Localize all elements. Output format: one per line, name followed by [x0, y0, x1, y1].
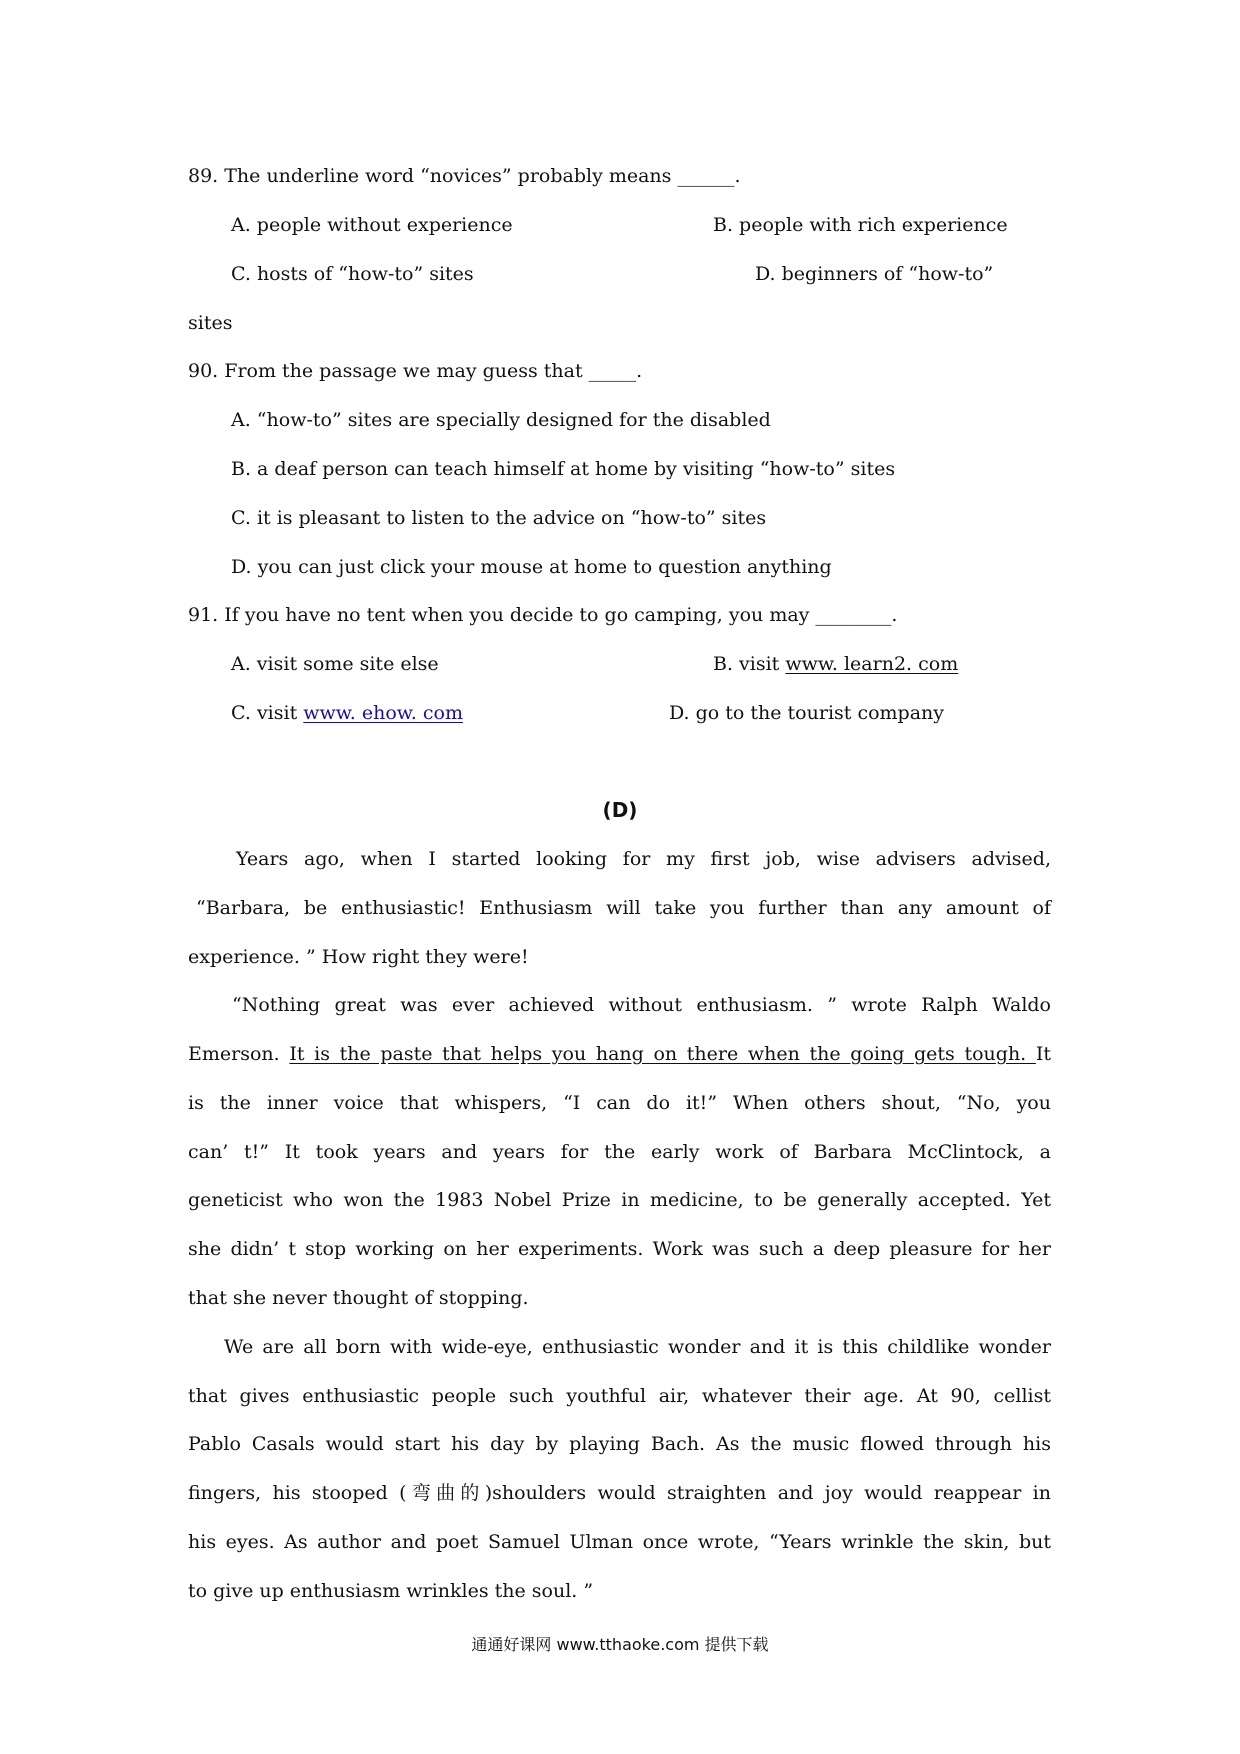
- question-91-stem: 91. If you have no tent when you decide to go camping, you may ________.: [188, 604, 898, 626]
- ehow-link[interactable]: www. ehow. com: [303, 702, 463, 724]
- passage-line: can’ t!” It took years and years for the early work of Barbara McClintock, a: [188, 1141, 1051, 1163]
- option-c-prefix: C. visit: [231, 702, 304, 724]
- underlined-sentence: It is the paste that helps you hang on there when the going gets tough.: [289, 1043, 1036, 1065]
- question-89-option-d: D. beginners of “how-to”: [755, 263, 994, 285]
- passage-line: Pablo Casals would start his day by playing Bach. As the music flowed through his: [188, 1433, 1051, 1455]
- passage-line: is the inner voice that whispers, “I can do it!” When others shout, “No, you: [188, 1092, 1051, 1114]
- learn2-link-text: www. learn2. com: [785, 653, 959, 675]
- question-90-option-b: B. a deaf person can teach himself at home by visiting “how-to” sites: [231, 458, 896, 480]
- section-heading: (D): [602, 798, 638, 822]
- question-89-option-b: B. people with rich experience: [713, 214, 1008, 236]
- passage-line: experience. ” How right they were!: [188, 946, 529, 968]
- question-90-option-d: D. you can just click your mouse at home to question anything: [231, 556, 832, 578]
- question-91-option-b: [713, 652, 958, 676]
- page-footer: 通通好课网 www.tthaoke.com 提供下载: [471, 1635, 769, 1654]
- passage-line: that she never thought of stopping.: [188, 1287, 529, 1309]
- question-90-option-c: C. it is pleasant to listen to the advice on “how-to” sites: [231, 507, 767, 529]
- emerson-text: Emerson.: [188, 1043, 290, 1065]
- question-89-option-d-continued: sites: [188, 312, 233, 334]
- question-91-option-c: [231, 701, 463, 725]
- passage-line: “Nothing great was ever achieved without enthusiasm. ” wrote Ralph Waldo: [232, 994, 1051, 1016]
- passage-line: to give up enthusiasm wrinkles the soul. ”: [188, 1580, 594, 1602]
- passage-line: that gives enthusiastic people such youthful air, whatever their age. At 90, cellist: [188, 1385, 1051, 1407]
- passage-line: fingers, his stooped (弯曲的)shoulders would straighten and joy would reappear in: [188, 1482, 1051, 1504]
- question-90-option-a: A. “how-to” sites are specially designed for the disabled: [231, 409, 771, 431]
- question-90-stem: 90. From the passage we may guess that _____.: [188, 360, 643, 382]
- passage-line: Years ago, when I started looking for my first job, wise advisers advised,: [236, 848, 1051, 870]
- question-91-option-d: D. go to the tourist company: [669, 702, 944, 724]
- option-b-prefix: B. visit: [713, 653, 786, 675]
- passage-line: “Barbara, be enthusiastic! Enthusiasm will take you further than any amount of: [196, 897, 1051, 919]
- it-text: It: [1035, 1043, 1052, 1065]
- question-89-stem: 89. The underline word “novices” probably means ______.: [188, 165, 741, 187]
- passage-line: his eyes. As author and poet Samuel Ulman once wrote, “Years wrinkle the skin, but: [188, 1531, 1051, 1553]
- passage-line: geneticist who won the 1983 Nobel Prize in medicine, to be generally accepted. Yet: [188, 1189, 1051, 1211]
- passage-line: she didn’ t stop working on her experiments. Work was such a deep pleasure for her: [188, 1238, 1051, 1260]
- question-89-option-c: C. hosts of “how-to” sites: [231, 263, 474, 285]
- question-91-option-a: A. visit some site else: [231, 653, 439, 675]
- passage-line-underlined: [188, 1042, 1051, 1066]
- question-89-option-a: A. people without experience: [231, 214, 513, 236]
- passage-line: We are all born with wide-eye, enthusiastic wonder and it is this childlike wonder: [224, 1336, 1051, 1358]
